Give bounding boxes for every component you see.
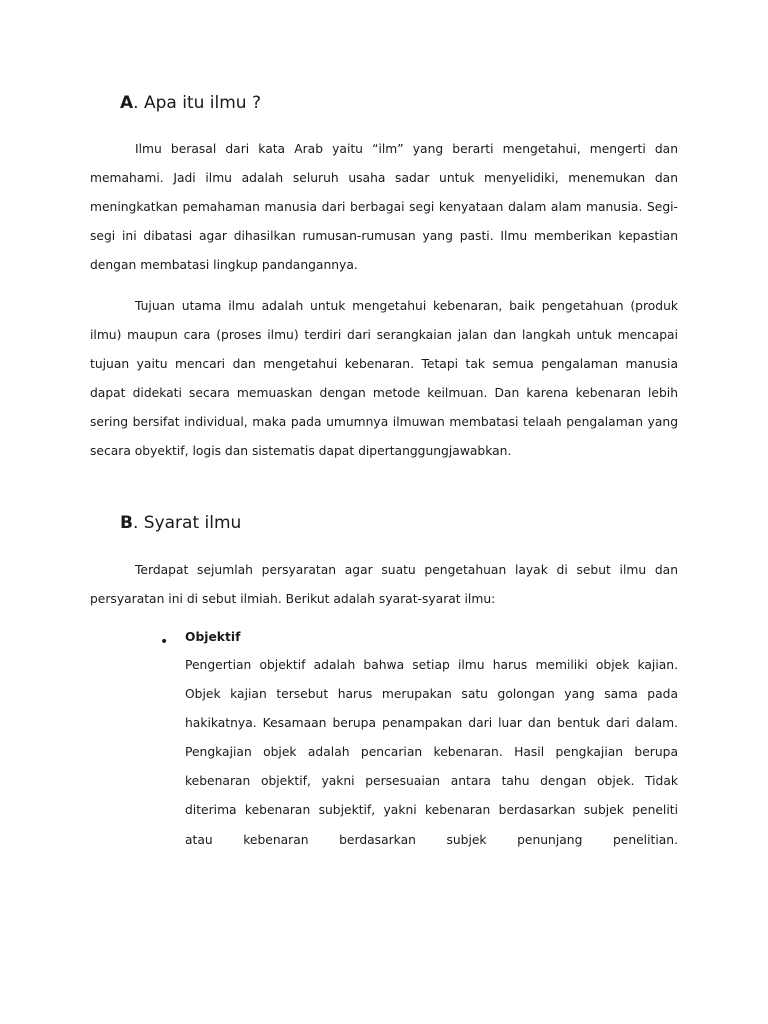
section-a-paragraph-1 bbox=[90, 135, 678, 280]
bullet-body: Pengertian objektif adalah bahwa setiap ilmu harus memiliki objek kajian. Objek kajian tersebut harus merupakan satu golongan yang sama pada hakikatnya. Kesamaan berupa penampakan dari luar dan bentuk dari dalam. Pengkajian objek adalah pencarian kebenaran. Hasil pengkajian berupa kebenaran objektif, yakni persesuaian antara tahu dengan objek. Tidak diterima kebenaran subjektif, yakni kebenaran berdasarkan subjek peneliti atau kebenaran berdasarkan subjek penunjang penelitian. bbox=[185, 658, 678, 847]
section-a-paragraph-2 bbox=[90, 292, 678, 466]
section-a-paragraph-1-text: Ilmu berasal dari kata Arab yaitu “ilm” yang berarti mengetahui, mengerti dan memahami. Jadi ilmu adalah seluruh usaha sadar untuk menyelidiki, menemukan dan meningkatkan pemahaman manusia dari berbagai segi kenyataan dalam alam manusia. Segi-segi ini dibatasi agar dihasilkan rumusan-rumusan yang pasti. Ilmu memberikan kepastian dengan membatasi lingkup pandangannya. bbox=[90, 142, 678, 272]
bullet-title: Objektif bbox=[185, 630, 241, 644]
section-b-heading bbox=[120, 513, 241, 533]
section-b-paragraph-1-text: Terdapat sejumlah persyaratan agar suatu pengetahuan layak di sebut ilmu dan persyaratan ini di sebut ilmiah. Berikut adalah syarat-syarat ilmu: bbox=[90, 563, 678, 606]
section-b-title: . Syarat ilmu bbox=[132, 513, 242, 533]
section-a-title: . Apa itu ilmu ? bbox=[133, 93, 261, 113]
section-b-paragraph-1 bbox=[90, 556, 678, 614]
section-a-letter: A bbox=[120, 93, 134, 113]
section-b-letter: B bbox=[120, 513, 133, 533]
section-a-heading bbox=[120, 93, 261, 113]
bullet-marker: • bbox=[160, 634, 169, 650]
section-a-paragraph-2-text: Tujuan utama ilmu adalah untuk mengetahui kebenaran, baik pengetahuan (produk ilmu) maupun cara (proses ilmu) terdiri dari serangkaian jalan dan langkah untuk mencapai tujuan yaitu mencari dan mengetahui kebenaran. Tetapi tak semua pengalaman manusia dapat didekati secara memuaskan dengan metode keilmuan. Dan karena kebenaran lebih sering bersifat individual, maka pada umumnya ilmuwan membatasi telaah pengalaman yang secara obyektif, logis dan sistematis dapat dipertanggungjawabkan. bbox=[90, 299, 678, 458]
